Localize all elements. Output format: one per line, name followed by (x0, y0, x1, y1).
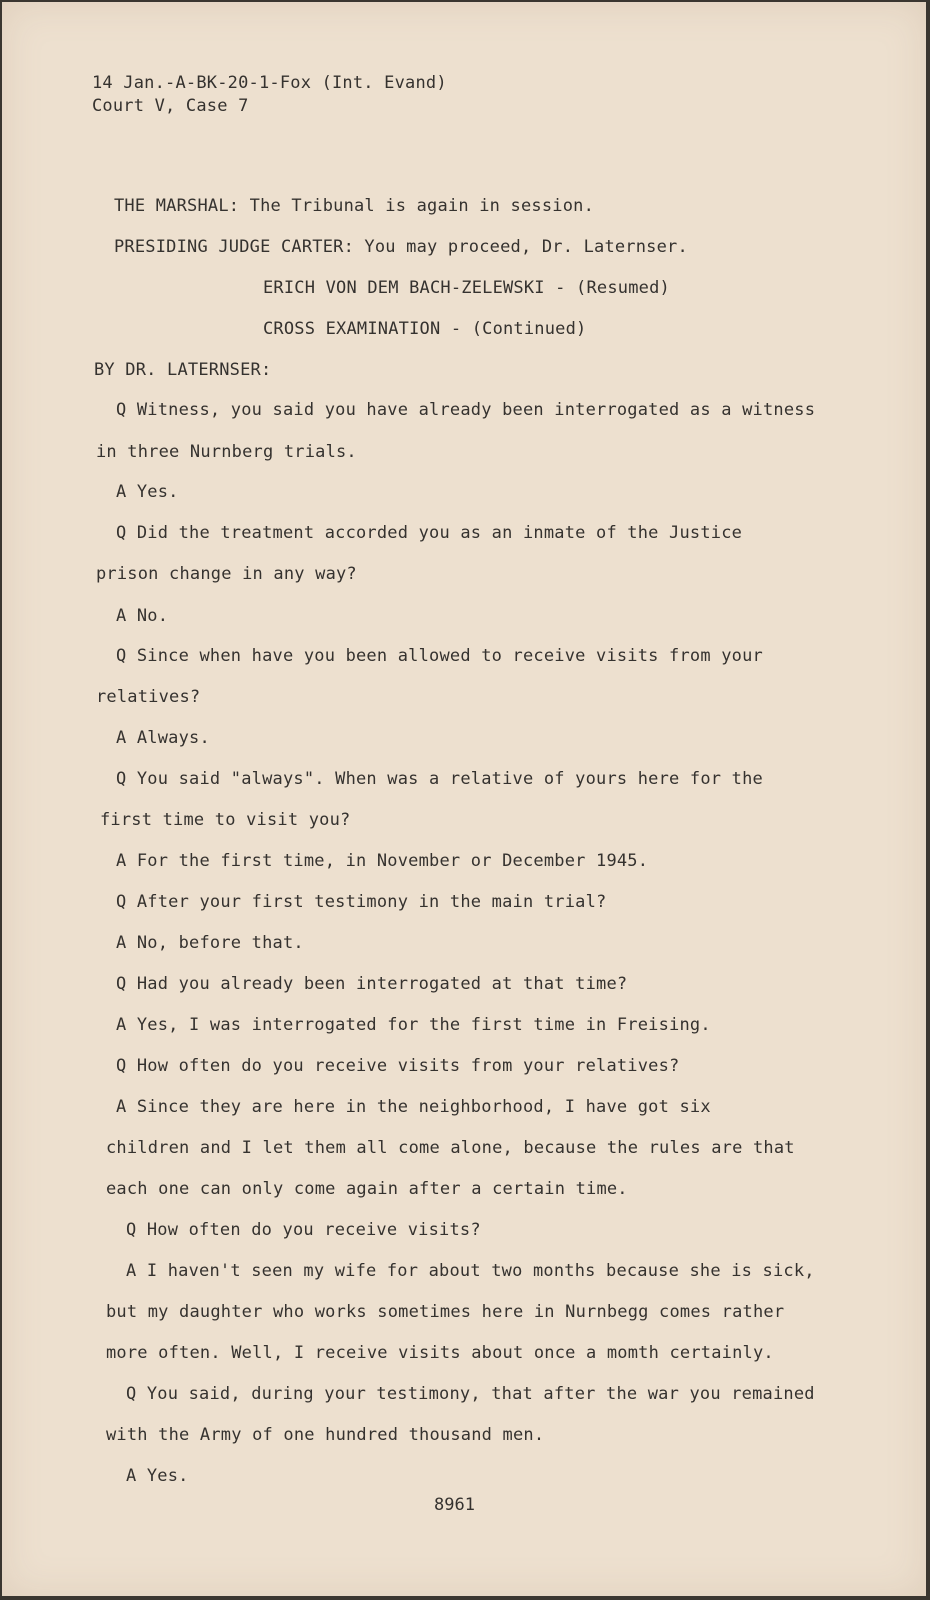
page-number: 8961 (434, 1495, 475, 1515)
examiner-heading: BY DR. LATERNSER: (94, 360, 272, 380)
transcript-line: children and I let them all come alone, because the rules are that (106, 1138, 795, 1158)
transcript-line: Q Witness, you said you have already been interrogated as a witness (116, 400, 816, 420)
header-case-reference: 14 Jan.-A-BK-20-1-Fox (Int. Evand) (92, 73, 447, 93)
transcript-line: A Yes. (116, 482, 179, 502)
typewritten-page (2, 2, 926, 1596)
header-court-case: Court V, Case 7 (92, 96, 249, 116)
transcript-line: A I haven't seen my wife for about two months because she is sick, (126, 1261, 815, 1281)
transcript-line: A No, before that. (116, 933, 304, 953)
transcript-line: prison change in any way? (96, 564, 357, 584)
transcript-line: A For the first time, in November or December 1945. (116, 851, 649, 871)
transcript-line: A Always. (116, 728, 210, 748)
transcript-line: Q Did the treatment accorded you as an inmate of the Justice (116, 523, 743, 543)
transcript-line: A Yes, I was interrogated for the first time in Freising. (116, 1015, 711, 1035)
transcript-line: Q After your first testimony in the main trial? (116, 892, 607, 912)
transcript-line: first time to visit you? (100, 810, 351, 830)
transcript-line: each one can only come again after a certain time. (106, 1179, 628, 1199)
transcript-line: Q Since when have you been allowed to receive visits from your (116, 646, 763, 666)
transcript-line: A Since they are here in the neighborhood, I have got six (116, 1097, 711, 1117)
witness-heading: ERICH VON DEM BACH-ZELEWSKI - (Resumed) (263, 278, 670, 298)
transcript-line: A Yes. (126, 1466, 189, 1486)
transcript-line: more often. Well, I receive visits about once a momth certainly. (106, 1343, 774, 1363)
transcript-line: in three Nurnberg trials. (96, 442, 357, 462)
transcript-line: THE MARSHAL: The Tribunal is again in session. (114, 196, 595, 216)
transcript-line: relatives? (96, 687, 201, 707)
transcript-line: Q You said, during your testimony, that after the war you remained (126, 1384, 815, 1404)
transcript-line: Q How often do you receive visits? (126, 1220, 481, 1240)
transcript-line: but my daughter who works sometimes here in Nurnbegg comes rather (106, 1302, 785, 1322)
transcript-line: Q Had you already been interrogated at that time? (116, 974, 628, 994)
transcript-line: with the Army of one hundred thousand men. (106, 1425, 545, 1445)
transcript-line: PRESIDING JUDGE CARTER: You may proceed, Dr. Laternser. (114, 237, 688, 257)
transcript-line: A No. (116, 606, 169, 626)
section-heading: CROSS EXAMINATION - (Continued) (263, 319, 587, 339)
transcript-line: Q How often do you receive visits from your relatives? (116, 1056, 680, 1076)
transcript-line: Q You said "always". When was a relative of yours here for the (116, 769, 763, 789)
